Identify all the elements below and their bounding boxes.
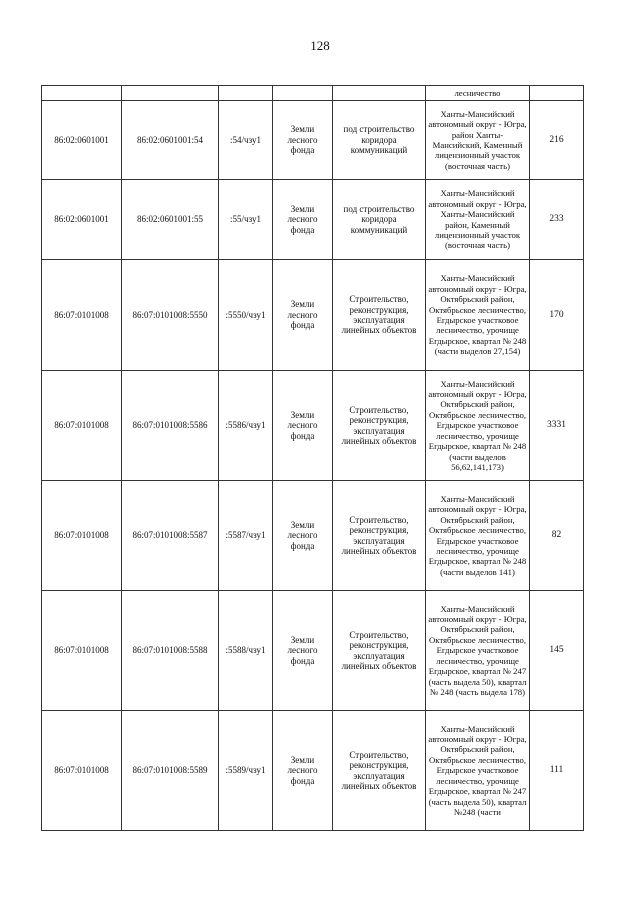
location-cell: Ханты-Мансийский автономный округ - Югра, Октябрьский район, Октябрьское лесничество, Егдырское участковое лесничество, урочище Егдырское, квартал № 248 (части выделов 27,154) bbox=[426, 260, 530, 371]
quarter-cell: 86:07:0101008 bbox=[42, 371, 122, 481]
cadastral-cell: 86:02:0601001:54 bbox=[122, 101, 219, 180]
area-cell bbox=[530, 86, 584, 101]
purpose-cell bbox=[333, 86, 426, 101]
part-cell: :5588/чзу1 bbox=[219, 591, 273, 711]
cadastral-cell: 86:07:0101008:5586 bbox=[122, 371, 219, 481]
table-row-continuation bbox=[42, 86, 584, 101]
part-cell: :5550/чзу1 bbox=[219, 260, 273, 371]
category-cell bbox=[273, 86, 333, 101]
quarter-cell: 86:07:0101008 bbox=[42, 481, 122, 591]
quarter-cell: 86:07:0101008 bbox=[42, 711, 122, 831]
purpose-cell: Строительство, реконструкция, эксплуатация линейных объектов bbox=[333, 481, 426, 591]
part-cell bbox=[219, 86, 273, 101]
purpose-cell: Строительство, реконструкция, эксплуатация линейных объектов bbox=[333, 371, 426, 481]
location-cell: Ханты-Мансийский автономный округ - Югра, Октябрьский район, Октябрьское лесничество, Егдырское участковое лесничество, урочище Егдырское, квартал № 248 (части выделов 141) bbox=[426, 481, 530, 591]
cadastral-cell: 86:07:0101008:5588 bbox=[122, 591, 219, 711]
quarter-cell: 86:02:0601001 bbox=[42, 180, 122, 260]
purpose-cell: под строительство коридора коммуникаций bbox=[333, 180, 426, 260]
area-cell: 111 bbox=[530, 711, 584, 831]
location-cell: Ханты-Мансийский автономный округ - Югра, район Ханты-Мансийский, Каменный лицензионный участок (восточная часть) bbox=[426, 101, 530, 180]
location-cell: лесничество bbox=[426, 86, 530, 101]
area-cell: 170 bbox=[530, 260, 584, 371]
category-cell: Земли лесного фонда bbox=[273, 371, 333, 481]
part-cell: :54/чзу1 bbox=[219, 101, 273, 180]
location-cell: Ханты-Мансийский автономный округ - Югра, Октябрьский район, Октябрьское лесничество, Егдырское участковое лесничество, урочище Егдырское, квартал № 248 (части выделов 56,62,141,173) bbox=[426, 371, 530, 481]
cadastral-cell: 86:07:0101008:5589 bbox=[122, 711, 219, 831]
cadastral-cell: 86:07:0101008:5550 bbox=[122, 260, 219, 371]
page-number: 128 bbox=[310, 38, 330, 53]
area-cell: 3331 bbox=[530, 371, 584, 481]
quarter-cell: 86:07:0101008 bbox=[42, 260, 122, 371]
category-cell: Земли лесного фонда bbox=[273, 481, 333, 591]
category-cell: Земли лесного фонда bbox=[273, 101, 333, 180]
quarter-cell: 86:07:0101008 bbox=[42, 591, 122, 711]
location-cell: Ханты-Мансийский автономный округ - Югра, Октябрьский район, Октябрьское лесничество, Егдырское участковое лесничество, урочище Егдырское, квартал № 247 (часть выдела 50), квартал № 248 (часть выдела 178) bbox=[426, 591, 530, 711]
part-cell: :55/чзу1 bbox=[219, 180, 273, 260]
category-cell: Земли лесного фонда bbox=[273, 711, 333, 831]
purpose-cell: Строительство, реконструкция, эксплуатация линейных объектов bbox=[333, 591, 426, 711]
category-cell: Земли лесного фонда bbox=[273, 591, 333, 711]
table-row bbox=[42, 711, 584, 831]
land-plots-table bbox=[41, 85, 584, 831]
quarter-cell: 86:02:0601001 bbox=[42, 101, 122, 180]
category-cell: Земли лесного фонда bbox=[273, 180, 333, 260]
table-row bbox=[42, 591, 584, 711]
table-row bbox=[42, 260, 584, 371]
area-cell: 82 bbox=[530, 481, 584, 591]
table-row bbox=[42, 481, 584, 591]
purpose-cell: Строительство, реконструкция, эксплуатация линейных объектов bbox=[333, 260, 426, 371]
purpose-cell: под строительство коридора коммуникаций bbox=[333, 101, 426, 180]
area-cell: 216 bbox=[530, 101, 584, 180]
quarter-cell bbox=[42, 86, 122, 101]
part-cell: :5589/чзу1 bbox=[219, 711, 273, 831]
location-cell: Ханты-Мансийский автономный округ - Югра, Ханты-Мансийский район, Каменный лицензионный участок (восточная часть) bbox=[426, 180, 530, 260]
area-cell: 145 bbox=[530, 591, 584, 711]
area-cell: 233 bbox=[530, 180, 584, 260]
location-cell: Ханты-Мансийский автономный округ - Югра, Октябрьский район, Октябрьское лесничество, Егдырское участковое лесничество, урочище Егдырское, квартал № 247 (часть выдела 50), квартал №248 (части bbox=[426, 711, 530, 831]
cadastral-cell: 86:07:0101008:5587 bbox=[122, 481, 219, 591]
cadastral-cell: 86:02:0601001:55 bbox=[122, 180, 219, 260]
cadastral-cell bbox=[122, 86, 219, 101]
category-cell: Земли лесного фонда bbox=[273, 260, 333, 371]
part-cell: :5586/чзу1 bbox=[219, 371, 273, 481]
table-row bbox=[42, 101, 584, 180]
table-row bbox=[42, 371, 584, 481]
part-cell: :5587/чзу1 bbox=[219, 481, 273, 591]
table-row bbox=[42, 180, 584, 260]
purpose-cell: Строительство, реконструкция, эксплуатация линейных объектов bbox=[333, 711, 426, 831]
